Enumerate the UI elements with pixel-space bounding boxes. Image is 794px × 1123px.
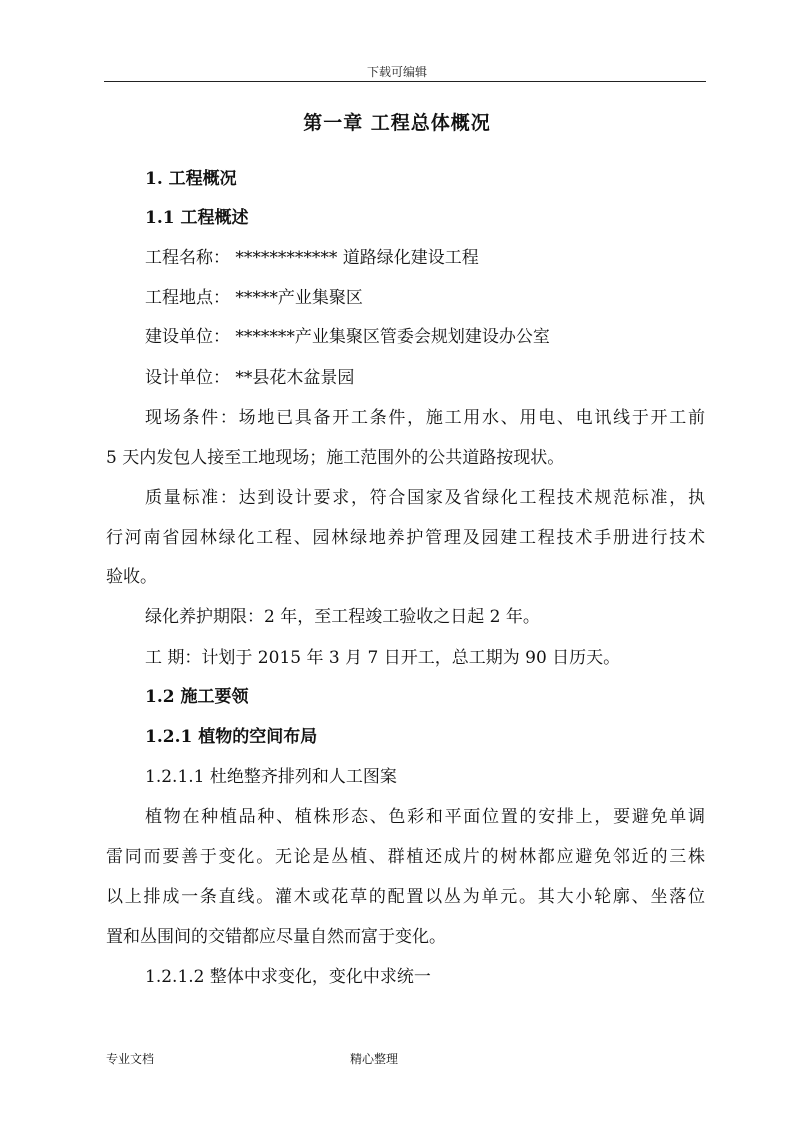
header-divider — [104, 81, 706, 82]
paragraph-line-3: 以上排成一条直线。灌木或花草的配置以丛为单元。其大小轮廓、坐落位 — [106, 887, 705, 907]
quality-standard-line-3: 验收。 — [106, 567, 157, 587]
quality-standard-line-2: 行河南省园林绿化工程、园林绿地养护管理及园建工程技术手册进行技术 — [106, 528, 705, 548]
section-heading-1: 1. 工程概况 — [145, 169, 237, 189]
footer-middle-text: 精心整理 — [350, 1052, 399, 1066]
section-heading-1-2: 1.2 施工要领 — [145, 687, 249, 707]
section-heading-1-1: 1.1 工程概述 — [145, 208, 249, 228]
design-unit-line: 设计单位： **县花木盆景园 — [145, 368, 355, 388]
section-heading-1-2-1-2: 1.2.1.2 整体中求变化，变化中求统一 — [145, 967, 431, 987]
paragraph-line-4: 置和丛围间的交错都应尽量自然而富于变化。 — [106, 927, 446, 947]
project-name-line: 工程名称： ************ 道路绿化建设工程 — [145, 248, 479, 268]
paragraph-line-1: 植物在种植品种、植株形态、色彩和平面位置的安排上，要避免单调 — [145, 807, 705, 827]
project-location-line: 工程地点： *****产业集聚区 — [145, 288, 363, 308]
paragraph-line-2: 雷同而要善于变化。无论是丛植、群植还成片的树林都应避免邻近的三株 — [106, 847, 705, 867]
schedule-line: 工 期：计划于 2015 年 3 月 7 日开工，总工期为 90 日历天。 — [145, 648, 621, 668]
site-conditions-line-1: 现场条件：场地已具备开工条件，施工用水、用电、电讯线于开工前 — [145, 408, 705, 428]
section-heading-1-2-1: 1.2.1 植物的空间布局 — [145, 727, 318, 747]
site-conditions-line-2: 5 天内发包人接至工地现场；施工范围外的公共道路按现状。 — [106, 448, 565, 468]
footer-left-text: 专业文档 — [106, 1052, 155, 1066]
header-text: 下载可编辑 — [366, 65, 427, 79]
chapter-title: 第一章 工程总体概况 — [303, 112, 491, 134]
quality-standard-line-1: 质量标准：达到设计要求，符合国家及省绿化工程技术规范标准，执 — [145, 488, 705, 508]
maintenance-period-line: 绿化养护期限：2 年，至工程竣工验收之日起 2 年。 — [145, 607, 540, 627]
construction-unit-line: 建设单位： *******产业集聚区管委会规划建设办公室 — [145, 327, 550, 347]
section-heading-1-2-1-1: 1.2.1.1 杜绝整齐排列和人工图案 — [145, 767, 397, 787]
